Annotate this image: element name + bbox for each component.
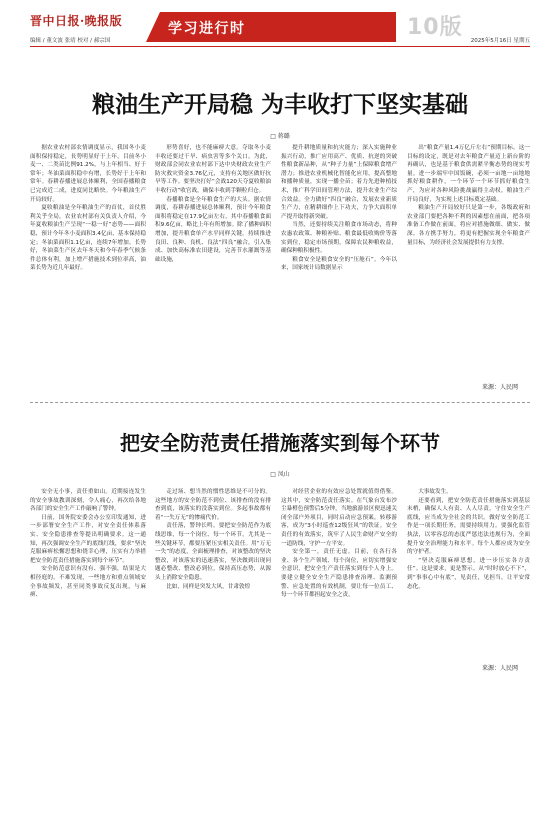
article2-source: 来源：人民网 (482, 665, 519, 672)
article1-column-1: 据农业农村部农情调度显示，我国冬小麦面积保持稳定，長势明显好于上年，目前冬小麦一、二类苗比例91.2%，与上年相当、好于常年；冬油菜面积稳中有增，长势好于上年和常年。春耕春播进展总体顺利，全国春播粮食已完成近二成，进度同比略快。今年粮油生产开局较好。 夏收粮油是全年粮油生产的首仗，首仗胜利关乎全局。农业农村部有关负责人介绍，今年夏收粮油生产呈现“一稳一好”态势——面积稳，预计今年冬小麦面积3.4亿亩，基本保持稳定；冬油菜面积1.1亿亩，连续7年增加。长势好，冬油菜生产区去年冬天和今年春季气候条件总体有利，加上增产措施技术到位率高，油菜长势为近几年最好。 (30, 145, 146, 272)
article2-column-2: 走过场、想当然的惯性思维是不可分的。这些地方的安全防范不到位、该排查的没有排查到底，该落实的没落实到位。多起事故都有着“一失万无”的惨痛代价。 责任落，警钟长鸣。要把安全防范作为底线思维，每一个岗位、每一个环节，尤其是一些关键环节，都要压紧压实相关责任。用“万无一失”的态度，全面梳理排查，对该整改的坚决整改，对该落实的迅速落实，坚决做到出现问题必整改、整改必到位，保持高压态势，从源头上消除安全隐患。 比如，同样是突发大风，甘肃敦煌 (155, 489, 271, 590)
article2-column-1: 安全无小事，责任重如山。近期接连发生的安全事故教训深刻，令人痛心，再次给各地各部门的安全生产工作敲响了警钟。 日前，国务院安委会办公室印发通知，进一步部署安全生产工作，对安全责任体系落实、安全隐患排查等提出明确要求。这一通知，再次强调安全生产的底线红线，要求“坚决克服麻痹松懈思想和侥幸心理，压实有力举措把安全防范责任措施落实到每个环节”。 安全防范意识有没有、强不强，结果是大相径庭的。不难发现，一些地方和重点领域安全事故频发，甚至同类事故反复出现，与麻痹、 (30, 489, 146, 599)
newspaper-logo: 晋中日报·晚报版 (30, 14, 123, 28)
editor-credits: 编辑 / 董文波 张靖 校对 / 郝宗国 (30, 38, 111, 44)
article2-column-3: 对经营企业的有效应急处置就值得借鉴。这其中，安全防范责任落实。在气象台发布沙尘暴橙色预警后5分钟，当地旅游景区便迅速关闭全部户外项目，同时启动应急预案，转移游客，成为“3小时巡查12级狂风”的铁证。安全责任的有效落实，筑牢了人民生命财产安全的一道防线，守护一方平安。 安全第一，责任无虚。目前，在各行各业、各个生产领域、每个岗位，应切实增强安全意识，把安全生产责任落实到每个人身上。要建立健全安全生产隐患排查治理、监测预警、应急处置的有效机制，要让每一位员工、每一个环节都担起安全之责， (281, 489, 397, 599)
article1-source: 来源：人民网 (482, 384, 519, 391)
article1-column-2: 形势喜好，也不能麻痹大意。夺取冬小麦丰收还要过干旱、病虫害等多个关口。为此，财政部会同农业农村部下达中央财政农业生产防灾救灾资金3.76亿元，支持有关地区做好抗旱等工作。要坚决打好“会战120天夺夏收粮油丰收行动”收官战，确保丰收到手颗粒归仓。 春播粮食是全年粮食生产的大头。据农情调度，春耕春播进展总体顺利，预计今年粮食面积将稳定在17.9亿亩左右，其中春播粮食面积9.6亿亩，略比上年有所增加。除了播种面积增加，提升粮食单产水平同样关键。持续推进良田、良种、良机、良法“四良”融合，引入集成、加快高标准农田建设，完善节水灌溉等基础设施， (155, 145, 271, 263)
dateline: 2025年5月16日 星期五 (470, 38, 530, 44)
page-header (0, 0, 560, 46)
article2-byline: □ 凤山 (270, 471, 290, 478)
article1-headline: 粮油生产开局稳 为丰收打下坚实基础 (91, 91, 468, 118)
article1-column-3: 提升耕地质量和抗灾能力；深入实施种业振兴行动，推广应用高产、优质、抗逆的突破性粮食新品种，从“种子力量”上保障粮食增产潜力；推进农业机械化智能化应用，提高整地和播种质量，实现一播全苗；着力先进种植技术，推广科学田间管理方法，提升农业生产综合效益。全力做好“四良”融合，发展农业新质生产力，在精耕细作上下功夫，力争大面积单产提升取得新突破。 当然，还要持续关注粮食市场动态，将种农惠农政策、种粮补贴、粮食最低收购价等落实到位，稳定市场预期，保障农民种粮收益，确保种粮积极性。 粮食安全是粮食安全的“压舱石”。今年以来，国家统计局数据显示 (281, 145, 397, 272)
article1-column-4: 出“粮食产量1.4万亿斤左右”预期目标。这一目标的设定，既是对去年粮食产量迈上新台阶的再确认，也是基于粮食供需紧平衡态势的现实考量。进一步端牢中国饭碗，必须一亩地一亩地地抓好粮食耕作，一个环节一个环节抓好粮食生产，为应对各种风险挑战赢得主动权。粮油生产开局良好，为实现上述目标奠定基础。 粮油生产开局较好只是第一步，各级政府和农业部门要把各种不利的因素想在前面，把各项准备工作做在前面，将应对措施做细、做实、做深。各方携手努力，将更有把握实现全年粮食产量目标，为经济社会发展提供有力支撑。 (407, 145, 530, 246)
article-divider (30, 402, 530, 403)
article2-column-4: 大事故发生。 还要看到，把安全防范责任措施落实到基层末梢，确保人人有责、人人尽责，守住安全生产底线，应当成为全社会的共识。做好安全防范工作是一项长期任务，需要持续用力。要强化监管执法，以零容忍的态度严惩违法违规行为，全面提升安全治理能力和水平。每个人都应成为安全的守护者。 “坚决克服麻痹思想，进一步压实各方责任”。这是要求，更是警示。从“时时放心不下”，到“事事心中有底”，见责任，见担当，让平安常态化。 (407, 489, 530, 590)
section-title: 学习进行时 (168, 21, 246, 37)
header-rule (30, 46, 530, 47)
page-number: 10版 (407, 15, 463, 40)
article1-byline: □ 蒋璐 (270, 133, 290, 140)
article2-headline: 把安全防范责任措施落实到每个环节 (120, 431, 440, 455)
